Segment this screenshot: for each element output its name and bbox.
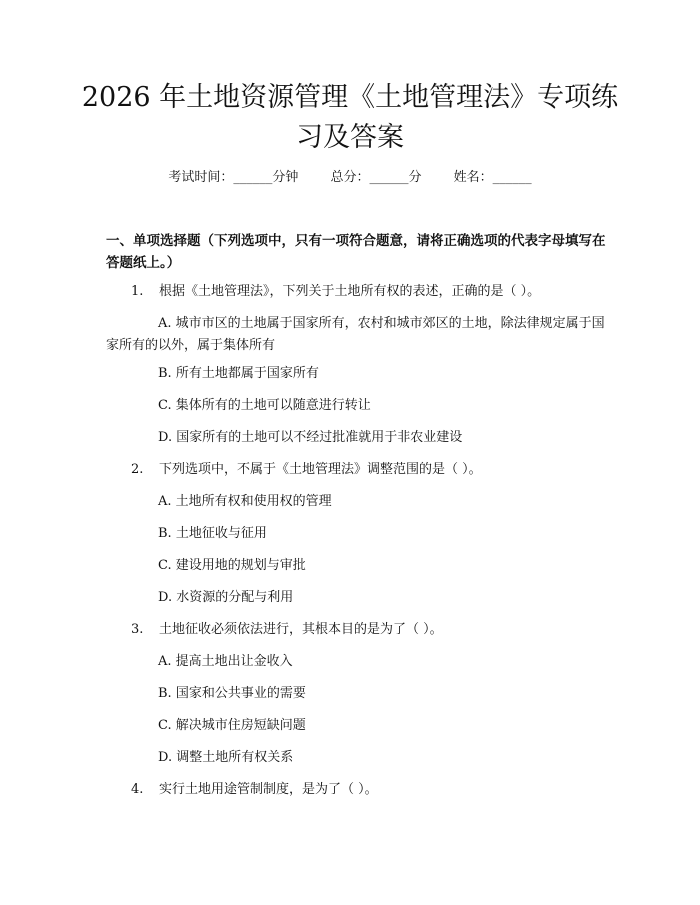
question-3 xyxy=(131,620,443,640)
option-3c: C. 解决城市住房短缺问题 xyxy=(158,718,306,733)
question-number: 4. xyxy=(131,782,144,797)
question-stem: 根据《土地管理法》，下列关于土地所有权的表述，正确的是（ ）。 xyxy=(159,284,541,299)
option-1c: C. 集体所有的土地可以随意进行转让 xyxy=(158,398,371,413)
option-1a: A. 城市市区的土地属于国家所有，农村和城市郊区的土地，除法律规定属于国家所有的以外，属于集体所有 xyxy=(106,316,605,353)
exam-meta xyxy=(0,168,700,188)
option-1b: B. 所有土地都属于国家所有 xyxy=(158,366,319,381)
option-1d: D. 国家所有的土地可以不经过批准就用于非农业建设 xyxy=(158,430,463,445)
option-2d: D. 水资源的分配与利用 xyxy=(158,590,294,605)
question-number: 3. xyxy=(131,622,144,637)
question-4 xyxy=(131,780,378,800)
option-3b: B. 国家和公共事业的需要 xyxy=(158,686,306,701)
name-label: 姓名：______ xyxy=(453,170,532,185)
exam-time-label: 考试时间：______分钟 xyxy=(168,170,299,185)
total-score-label: 总分：______分 xyxy=(330,170,422,185)
page-title: 2026 年土地资源管理《土地管理法》专项练习及答案 xyxy=(81,82,619,153)
option-3a: A. 提高土地出让金收入 xyxy=(158,654,293,669)
question-number: 2. xyxy=(131,462,144,477)
question-1 xyxy=(131,282,540,302)
question-stem: 实行土地用途管制制度，是为了（ ）。 xyxy=(159,782,378,797)
option-2b: B. 土地征收与征用 xyxy=(158,526,267,541)
question-stem: 下列选项中，不属于《土地管理法》调整范围的是（ ）。 xyxy=(159,462,482,477)
option-2c: C. 建设用地的规划与审批 xyxy=(158,558,306,573)
option-2a: A. 土地所有权和使用权的管理 xyxy=(158,494,332,509)
section-heading: 一、单项选择题（下列选项中，只有一项符合题意，请将正确选项的代表字母填写在答题纸上。） xyxy=(106,233,606,271)
option-3d: D. 调整土地所有权关系 xyxy=(158,750,294,765)
question-2 xyxy=(131,460,482,480)
question-number: 1. xyxy=(131,284,144,299)
question-stem: 土地征收必须依法进行，其根本目的是为了（ ）。 xyxy=(159,622,443,637)
